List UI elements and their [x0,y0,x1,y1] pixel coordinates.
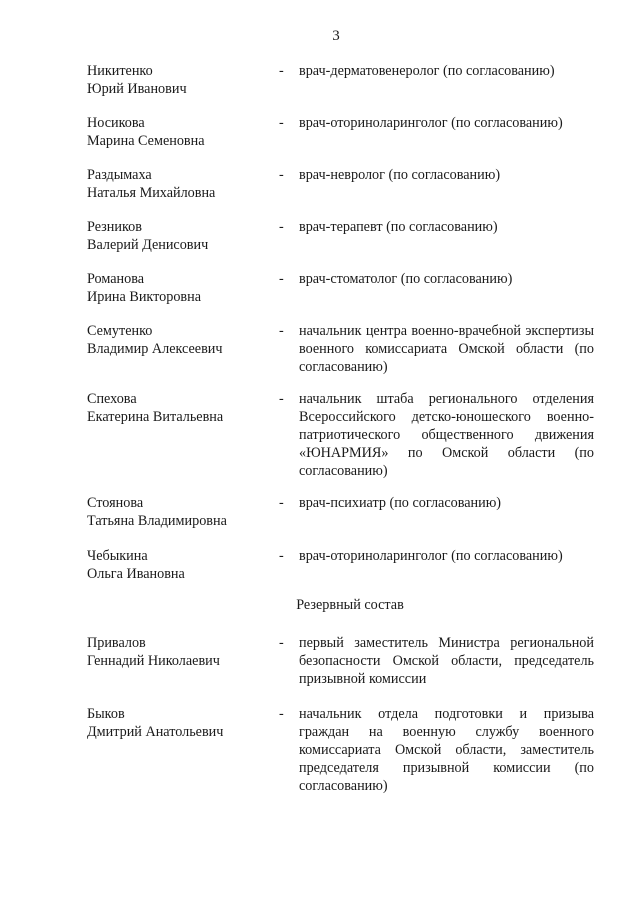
dash-separator: - [279,495,284,511]
member-name [87,705,272,741]
member-name [87,62,272,98]
member-role: начальник штаба регионального отделения Всероссийского детско-юношеского военно-патриотического общественного движения «ЮНАРМИЯ» по Омской области (по согласованию) [299,391,594,479]
member-name [87,390,272,426]
dash-separator: - [279,391,284,407]
dash-separator: - [279,167,284,183]
member-surname: Быков [87,706,125,722]
dash-separator: - [279,635,284,651]
member-role: начальник центра военно-врачебной экспертизы военного комиссариата Омской области (по согласованию) [299,323,594,375]
member-given-names: Валерий Денисович [87,237,209,253]
member-role: врач-терапевт (по согласованию) [299,219,498,235]
member-given-names: Татьяна Владимировна [87,513,227,529]
member-role: врач-стоматолог (по согласованию) [299,271,513,287]
member-surname: Носикова [87,115,145,131]
dash-separator: - [279,548,284,564]
member-name [87,166,272,202]
member-name [87,494,272,530]
member-role: врач-оториноларинголог (по согласованию) [299,115,563,131]
dash-separator: - [279,219,284,235]
member-given-names: Ольга Ивановна [87,566,185,582]
member-given-names: Екатерина Витальевна [87,409,224,425]
member-given-names: Владимир Алексеевич [87,341,223,357]
member-given-names: Геннадий Николаевич [87,653,220,669]
member-given-names: Ирина Викторовна [87,289,202,305]
member-name [87,218,272,254]
member-role: врач-дерматовенеролог (по согласованию) [299,63,555,79]
member-surname: Спехова [87,391,137,407]
member-given-names: Юрий Иванович [87,81,187,97]
member-given-names: Наталья Михайловна [87,185,216,201]
member-name [87,547,272,583]
member-given-names: Марина Семеновна [87,133,205,149]
member-name [87,634,272,670]
member-surname: Никитенко [87,63,153,79]
member-role: первый заместитель Министра региональной безопасности Омской области, председатель призывной комиссии [299,635,594,687]
member-role: врач-оториноларинголог (по согласованию) [299,548,563,564]
member-name [87,114,272,150]
dash-separator: - [279,323,284,339]
member-surname: Романова [87,271,145,287]
member-role: врач-невролог (по согласованию) [299,167,501,183]
page-number: 3 [332,28,340,44]
member-role: врач-психиатр (по согласованию) [299,495,502,511]
dash-separator: - [279,63,284,79]
member-surname: Стоянова [87,495,144,511]
member-surname: Раздымаха [87,167,152,183]
member-surname: Привалов [87,635,146,651]
member-surname: Семутенко [87,323,153,339]
member-surname: Резников [87,219,142,235]
dash-separator: - [279,271,284,287]
dash-separator: - [279,706,284,722]
member-name [87,322,272,358]
dash-separator: - [279,115,284,131]
member-role: начальник отдела подготовки и призыва граждан на военную службу военного комиссариата Омской области, заместитель председателя призывной комиссии (по согласованию) [299,706,594,794]
member-surname: Чебыкина [87,548,148,564]
reserve-section-title: Резервный состав [296,597,404,613]
member-name [87,270,272,306]
member-given-names: Дмитрий Анатольевич [87,724,224,740]
